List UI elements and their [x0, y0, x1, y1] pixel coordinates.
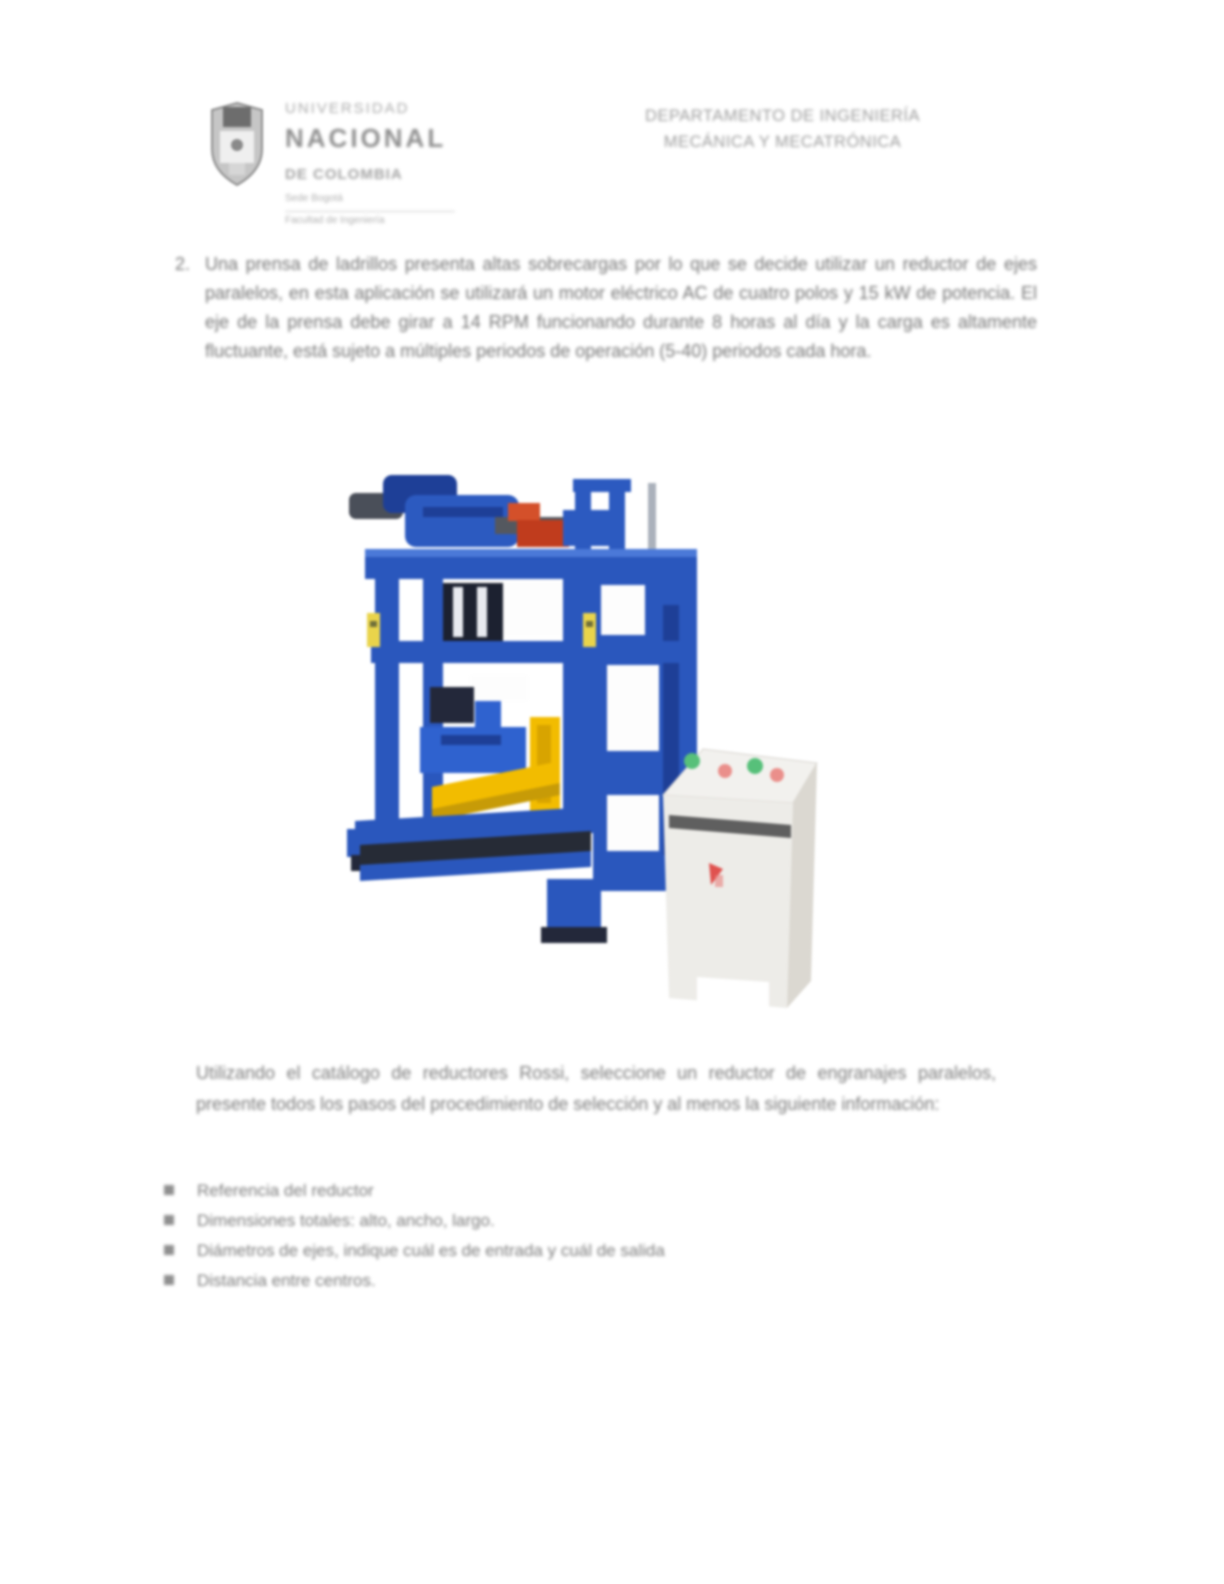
department-line1: DEPARTAMENTO DE INGENIERÍA [645, 107, 920, 125]
problem-text: Una prensa de ladrillos presenta altas sobrecargas por lo que se decide utilizar un reductor de ejes paralelos, en esta aplicación se utilizará un motor eléctrico AC de cuatro polos y 15 kW de potencia. El eje de la prensa debe girar a 14 RPM funcionando durante 8 horas al día y la carga es altamente fluctuante, está sujeto a múltiples periodos de operación (5-40) periodos cada hora. [205, 254, 1037, 361]
university-campus: Sede Bogotá [285, 193, 343, 204]
problem-number: 2. [175, 254, 191, 274]
university-name-sub: DE COLOMBIA [285, 166, 403, 183]
department-line2: MECÁNICA Y MECATRÓNICA [663, 133, 902, 151]
list-item: Dimensiones totales: alto, ancho, largo. [164, 1206, 924, 1236]
control-cabinet [663, 749, 817, 1011]
brick-press-figure [345, 465, 820, 1015]
list-item: Diámetros de ejes, indique cuál es de entrada y cuál de salida [164, 1236, 924, 1266]
requirements-list [164, 1176, 924, 1296]
brick-press-illustration [345, 465, 820, 1015]
university-wordmark [285, 100, 505, 226]
university-faculty: Facultad de Ingeniería [285, 211, 455, 226]
list-item: Referencia del reductor [164, 1176, 924, 1206]
university-shield-logo [207, 101, 267, 187]
list-item: Distancia entre centros. [164, 1266, 924, 1296]
university-name-small: UNIVERSIDAD [285, 100, 410, 117]
university-name-main: NACIONAL [285, 123, 447, 153]
department-header [600, 103, 965, 155]
problem-statement [175, 250, 1037, 366]
instructions-intro: Utilizando el catálogo de reductores Rossi, seleccione un reductor de engranajes paralelos, presente todos los pasos del procedimiento de selección y al menos la siguiente información: [196, 1063, 996, 1114]
